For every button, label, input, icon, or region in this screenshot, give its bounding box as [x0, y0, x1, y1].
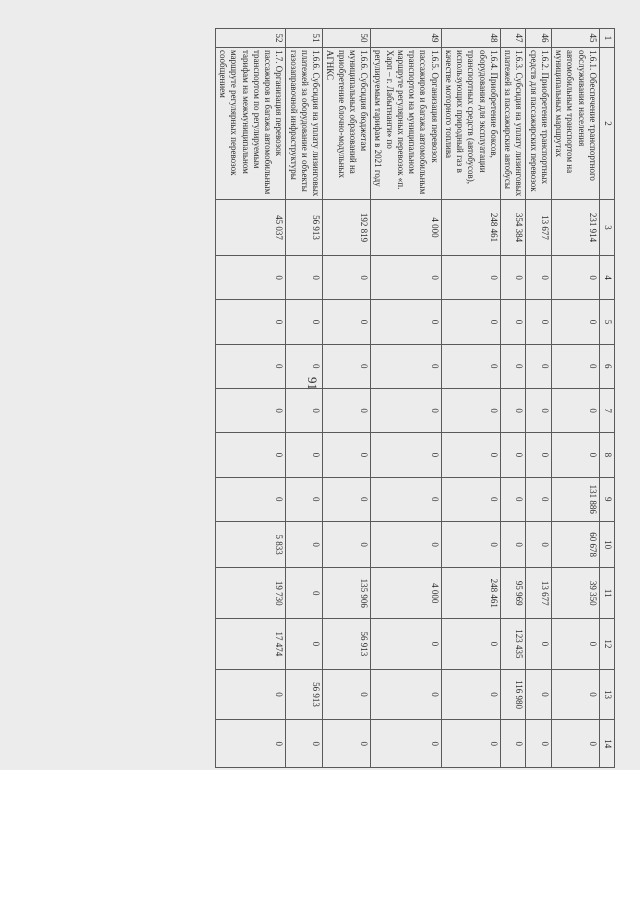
value-cell: 56 913 — [323, 619, 371, 670]
value-cell: 0 — [526, 521, 552, 567]
table-row — [216, 29, 287, 768]
col-header: 7 — [600, 388, 615, 432]
value-cell: 0 — [501, 477, 527, 521]
value-cell: 0 — [441, 300, 500, 344]
row-index-cell: 51 — [286, 29, 323, 48]
value-cell: 56 913 — [286, 669, 323, 720]
value-cell: 0 — [526, 344, 552, 388]
value-cell: 0 — [441, 388, 500, 432]
value-cell: 123 435 — [501, 619, 527, 670]
value-cell: 0 — [216, 669, 287, 720]
table-row — [552, 29, 600, 768]
value-cell: 116 980 — [501, 669, 527, 720]
value-cell: 135 906 — [323, 568, 371, 619]
value-cell: 0 — [441, 669, 500, 720]
value-cell: 0 — [286, 300, 323, 344]
value-cell: 0 — [371, 388, 442, 432]
value-cell: 0 — [552, 388, 600, 432]
col-header: 8 — [600, 433, 615, 477]
row-index-cell: 48 — [441, 29, 500, 48]
value-cell: 39 350 — [552, 568, 600, 619]
row-index-cell: 45 — [552, 29, 600, 48]
value-cell: 13 677 — [526, 568, 552, 619]
table-row — [286, 29, 323, 768]
value-cell: 0 — [323, 477, 371, 521]
value-cell: 4 000 — [371, 568, 442, 619]
value-cell: 4 000 — [371, 200, 442, 256]
value-cell: 0 — [286, 388, 323, 432]
col-header: 3 — [600, 200, 615, 256]
value-cell: 0 — [526, 255, 552, 299]
value-cell: 0 — [441, 619, 500, 670]
value-cell: 0 — [323, 433, 371, 477]
value-cell: 0 — [323, 344, 371, 388]
value-cell: 0 — [286, 477, 323, 521]
value-cell: 0 — [552, 669, 600, 720]
value-cell: 0 — [501, 720, 527, 768]
value-cell: 0 — [501, 300, 527, 344]
value-cell: 231 914 — [552, 200, 600, 256]
value-cell: 0 — [216, 388, 287, 432]
value-cell: 0 — [552, 255, 600, 299]
value-cell: 0 — [286, 521, 323, 567]
table-row — [501, 29, 527, 768]
value-cell: 0 — [286, 619, 323, 670]
page-number: 91 — [305, 377, 320, 390]
value-cell: 0 — [552, 433, 600, 477]
value-cell: 0 — [323, 300, 371, 344]
value-cell: 0 — [526, 477, 552, 521]
value-cell: 0 — [286, 568, 323, 619]
value-cell: 19 730 — [216, 568, 287, 619]
value-cell: 0 — [526, 669, 552, 720]
value-cell: 0 — [552, 720, 600, 768]
value-cell: 0 — [216, 344, 287, 388]
item-name-cell: 1.6.4. Приобретение боксов, оборудования для эксплуатации транспортных средств (автобусов), использующих природный газ в качестве моторного топлива — [441, 48, 500, 200]
value-cell: 0 — [216, 300, 287, 344]
value-cell: 0 — [371, 619, 442, 670]
col-header: 9 — [600, 477, 615, 521]
value-cell: 0 — [552, 619, 600, 670]
rotated-table-wrapper — [115, 28, 615, 768]
value-cell: 5 833 — [216, 521, 287, 567]
value-cell: 192 819 — [323, 200, 371, 256]
value-cell: 0 — [323, 388, 371, 432]
value-cell: 0 — [552, 300, 600, 344]
value-cell: 0 — [526, 720, 552, 768]
value-cell: 0 — [371, 720, 442, 768]
table-row — [441, 29, 500, 768]
value-cell: 0 — [286, 720, 323, 768]
value-cell: 131 886 — [552, 477, 600, 521]
row-index-cell: 46 — [526, 29, 552, 48]
col-header: 2 — [600, 48, 615, 200]
col-header: 1 — [600, 29, 615, 48]
value-cell: 0 — [371, 255, 442, 299]
value-cell: 0 — [501, 255, 527, 299]
col-header: 6 — [600, 344, 615, 388]
row-index-cell: 49 — [371, 29, 442, 48]
value-cell: 0 — [501, 433, 527, 477]
item-name-cell: 1.6.2. Приобретение транспортных средств для пассажирских перевозок — [526, 48, 552, 200]
item-name-cell: 1.6.6. Субсидия на уплату лизинговых платежей за оборудование и объекты газозаправочной инфраструктуры — [286, 48, 323, 200]
table-row — [526, 29, 552, 768]
col-header: 13 — [600, 669, 615, 720]
budget-table — [215, 28, 615, 768]
row-index-cell: 50 — [323, 29, 371, 48]
value-cell: 0 — [526, 300, 552, 344]
value-cell: 17 474 — [216, 619, 287, 670]
value-cell: 56 913 — [286, 200, 323, 256]
value-cell: 0 — [371, 344, 442, 388]
value-cell: 0 — [371, 669, 442, 720]
value-cell: 0 — [323, 521, 371, 567]
value-cell: 0 — [216, 477, 287, 521]
value-cell: 0 — [216, 255, 287, 299]
value-cell: 0 — [526, 619, 552, 670]
value-cell: 0 — [286, 255, 323, 299]
value-cell: 0 — [441, 477, 500, 521]
value-cell: 0 — [441, 255, 500, 299]
table-row — [323, 29, 371, 768]
value-cell: 0 — [371, 477, 442, 521]
value-cell: 0 — [371, 521, 442, 567]
item-name-cell: 1.6.1. Обеспечение транспортного обслуживания населения автомобильным транспортом на муниципальных маршрутах — [552, 48, 600, 200]
value-cell: 0 — [371, 300, 442, 344]
value-cell: 0 — [216, 433, 287, 477]
value-cell: 248 461 — [441, 200, 500, 256]
value-cell: 0 — [526, 433, 552, 477]
col-header: 4 — [600, 255, 615, 299]
value-cell: 0 — [501, 521, 527, 567]
item-name-cell: 1.6.6. Субсидия бюджетам муниципальных образований на приобретение блочно-модульных АГНКС — [323, 48, 371, 200]
row-index-cell: 47 — [501, 29, 527, 48]
col-header: 10 — [600, 521, 615, 567]
value-cell: 0 — [441, 720, 500, 768]
value-cell: 0 — [323, 255, 371, 299]
value-cell: 0 — [441, 521, 500, 567]
value-cell: 45 037 — [216, 200, 287, 256]
value-cell: 0 — [441, 433, 500, 477]
col-header: 14 — [600, 720, 615, 768]
col-header: 11 — [600, 568, 615, 619]
value-cell: 0 — [323, 720, 371, 768]
col-header: 12 — [600, 619, 615, 670]
value-cell: 0 — [501, 388, 527, 432]
value-cell: 0 — [216, 720, 287, 768]
value-cell: 0 — [501, 344, 527, 388]
value-cell: 0 — [286, 344, 323, 388]
value-cell: 60 678 — [552, 521, 600, 567]
header-row — [600, 29, 615, 768]
item-name-cell: 1.6.5. Организация перевозок пассажиров и багажа автомобильным транспортом на муниципальном маршруте регулярных перевозок «п. Харп – г. Лабытнанги» по регулируемым тарифам в 2021 году — [371, 48, 442, 200]
value-cell: 13 677 — [526, 200, 552, 256]
value-cell: 0 — [526, 388, 552, 432]
item-name-cell: 1.6.3. Субсидия на уплату лизинговых платежей за пассажирские автобусы — [501, 48, 527, 200]
value-cell: 248 461 — [441, 568, 500, 619]
value-cell: 0 — [286, 433, 323, 477]
value-cell: 354 384 — [501, 200, 527, 256]
value-cell: 0 — [323, 669, 371, 720]
col-header: 5 — [600, 300, 615, 344]
value-cell: 0 — [552, 344, 600, 388]
value-cell: 95 969 — [501, 568, 527, 619]
row-index-cell: 52 — [216, 29, 287, 48]
value-cell: 0 — [441, 344, 500, 388]
table-row — [371, 29, 442, 768]
item-name-cell: 1.7. Организация перевозок пассажиров и багажа автомобильным транспортом по регулируемым тарифам на межмуниципальном маршруте регулярных перевозок сообщением — [216, 48, 287, 200]
value-cell: 0 — [371, 433, 442, 477]
